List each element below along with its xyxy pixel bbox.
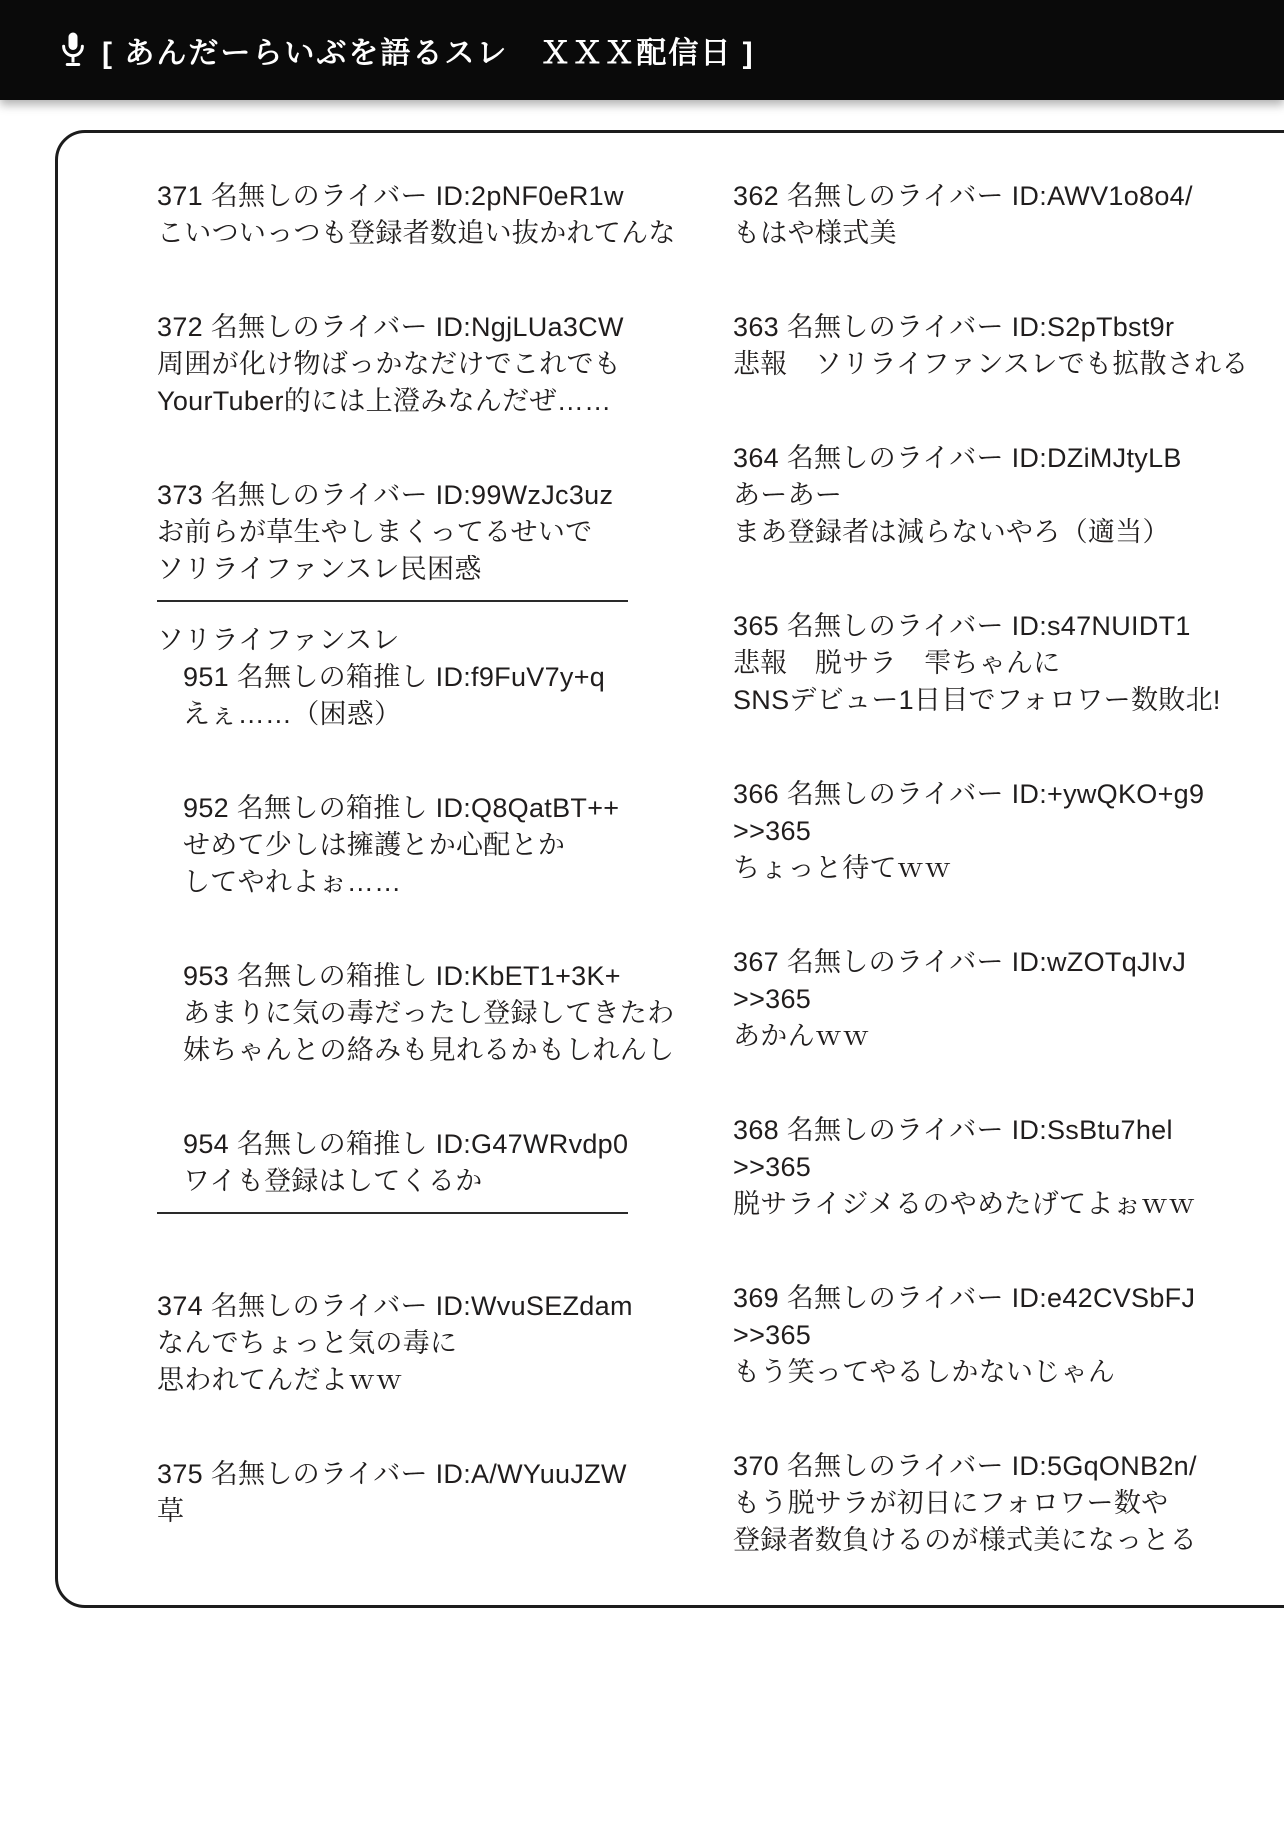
thread-column-left: [157, 178, 676, 1587]
post-369: [733, 1280, 1233, 1391]
post-365: [733, 608, 1233, 719]
post-line: 妹ちゃんとの絡みも見れるかもしれんし: [183, 1035, 675, 1065]
post-header: 373 名無しのライバー ID:99WzJc3uz: [157, 480, 614, 510]
post-line: SNSデビュー1日目でフォロワー数敗北!: [733, 685, 1221, 715]
post-header: 370 名無しのライバー ID:5GqONB2n/: [733, 1451, 1197, 1481]
post-375: [157, 1456, 637, 1530]
post-line: 登録者数負けるのが様式美になっとる: [733, 1525, 1198, 1555]
post-header: 368 名無しのライバー ID:SsBtu7hel: [733, 1115, 1173, 1145]
post-374: [157, 1288, 637, 1399]
post-line: 草: [157, 1496, 185, 1526]
post-368: [733, 1112, 1233, 1223]
post-header: 951 名無しの箱推し ID:f9FuV7y+q: [183, 662, 606, 692]
post-line: 思われてんだよｗｗ: [157, 1365, 403, 1395]
post-header: 954 名無しの箱推し ID:G47WRvdp0: [183, 1129, 629, 1159]
post-header: 364 名無しのライバー ID:DZiMJtyLB: [733, 443, 1182, 473]
post-953: [157, 958, 675, 1069]
post-364: [733, 440, 1233, 551]
quote-thread-label: ソリライファンスレ: [157, 625, 400, 655]
post-line: ソリライファンスレ民困惑: [157, 554, 482, 584]
post-line: こいついっつも登録者数追い抜かれてんな: [157, 218, 676, 248]
post-line: あまりに気の毒だったし登録してきたわ: [183, 998, 675, 1028]
post-366: [733, 776, 1233, 887]
post-header: 375 名無しのライバー ID:A/WYuuJZW: [157, 1459, 627, 1489]
post-line: YourTuber的には上澄みなんだぜ……: [157, 386, 612, 416]
post-header: 363 名無しのライバー ID:S2pTbst9r: [733, 312, 1175, 342]
quote-divider: [157, 1212, 628, 1214]
post-line: もう笑ってやるしかないじゃん: [733, 1357, 1116, 1387]
thread-title: [ あんだーらいぶを語るスレ ＸＸＸ配信日 ]: [102, 37, 755, 70]
post-line: お前らが草生やしまくってるせいで: [157, 517, 593, 547]
post-line: してやれよぉ……: [183, 867, 402, 897]
reply-anchor[interactable]: >>365: [733, 816, 812, 846]
post-line: せめて少しは擁護とか心配とか: [183, 830, 566, 860]
post-header: 362 名無しのライバー ID:AWV1o8o4/: [733, 181, 1193, 211]
post-367: [733, 944, 1233, 1055]
post-line: 悲報 ソリライファンスレでも拡散される: [733, 349, 1249, 379]
quote-divider: [157, 600, 628, 602]
reply-anchor[interactable]: >>365: [733, 1152, 812, 1182]
microphone-icon: [58, 31, 88, 69]
post-line: あーあー: [733, 480, 843, 510]
thread-column-right: [733, 178, 1249, 1616]
post-362: [733, 178, 1233, 252]
post-line: ワイも登録はしてくるか: [183, 1166, 483, 1196]
post-370: [733, 1448, 1233, 1559]
post-954: [157, 1126, 637, 1200]
post-header: 952 名無しの箱推し ID:Q8QatBT++: [183, 793, 620, 823]
post-line: なんでちょっと気の毒に: [157, 1328, 458, 1358]
post-header: 366 名無しのライバー ID:+ywQKO+g9: [733, 779, 1205, 809]
post-line: まあ登録者は減らないやろ（適当）: [733, 517, 1170, 547]
post-363: [733, 309, 1249, 383]
post-line: 脱サライジメるのやめたげてよぉｗｗ: [733, 1189, 1196, 1219]
post-line: あかんｗｗ: [733, 1021, 870, 1051]
post-373: [157, 477, 637, 588]
post-371: [157, 178, 676, 252]
post-line: 悲報 脱サラ 雫ちゃんに: [733, 648, 1061, 678]
post-header: 367 名無しのライバー ID:wZOTqJIvJ: [733, 947, 1187, 977]
reply-anchor[interactable]: >>365: [733, 984, 812, 1014]
post-header: 374 名無しのライバー ID:WvuSEZdam: [157, 1291, 633, 1321]
post-951: [157, 659, 637, 733]
post-line: もう脱サラが初日にフォロワー数や: [733, 1488, 1169, 1518]
post-line: 周囲が化け物ばっかなだけでこれでも: [157, 349, 622, 379]
post-line: もはや様式美: [733, 218, 897, 248]
thread-titlebar: [0, 0, 1284, 100]
post-header: 365 名無しのライバー ID:s47NUIDT1: [733, 611, 1191, 641]
post-952: [157, 790, 637, 901]
post-header: 953 名無しの箱推し ID:KbET1+3K+: [183, 961, 621, 991]
post-header: 372 名無しのライバー ID:NgjLUa3CW: [157, 312, 624, 342]
post-header: 369 名無しのライバー ID:e42CVSbFJ: [733, 1283, 1196, 1313]
post-372: [157, 309, 637, 420]
post-line: えぇ……（困惑）: [183, 699, 402, 729]
reply-anchor[interactable]: >>365: [733, 1320, 812, 1350]
post-header: 371 名無しのライバー ID:2pNF0eR1w: [157, 181, 624, 211]
post-line: ちょっと待てｗｗ: [733, 853, 952, 883]
